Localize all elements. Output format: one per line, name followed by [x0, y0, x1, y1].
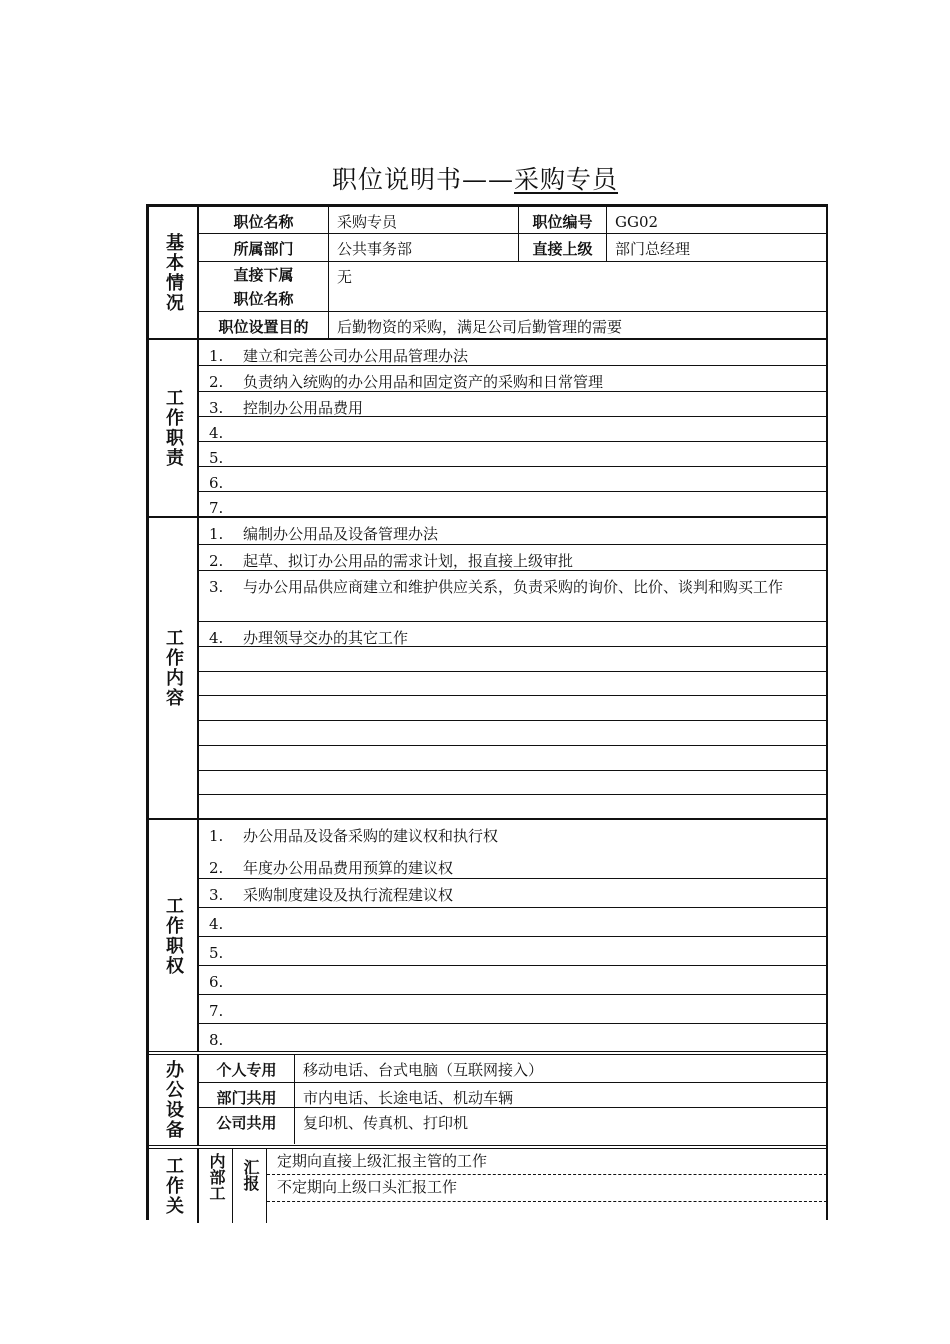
duty-item: 7. — [209, 499, 224, 517]
job-description-sheet — [146, 204, 828, 1220]
job-code-label: 职位编号 — [532, 213, 593, 231]
report-label: 汇报 — [241, 1159, 260, 1191]
authority-item: 3. 采购制度建设及执行流程建议权 — [199, 879, 827, 908]
job-name-value: 采购专员 — [337, 213, 398, 231]
section-basic — [149, 207, 827, 340]
dept-value: 公共事务部 — [337, 240, 413, 258]
dashed-divider — [267, 1201, 827, 1202]
job-name-label: 职位名称 — [233, 213, 294, 231]
content-blank-row — [199, 721, 827, 746]
content-blank-row — [199, 795, 827, 818]
content-blank-row — [199, 746, 827, 771]
subordinate-label-2: 职位名称 — [233, 290, 294, 308]
title-role: 采购专员 — [514, 165, 619, 194]
title-prefix: 职位说明书—— — [331, 165, 514, 194]
equipment-value: 移动电话、台式电脑（互联网接入） — [303, 1061, 544, 1079]
purpose-label: 职位设置目的 — [218, 318, 309, 336]
authority-item: 5. — [199, 937, 827, 966]
equipment-row — [199, 1108, 827, 1144]
section-equipment — [149, 1055, 827, 1149]
row-job-name — [199, 207, 827, 234]
duty-item: 5. — [199, 442, 827, 467]
equipment-value: 复印机、传真机、打印机 — [303, 1114, 469, 1132]
duty-item: 6. — [199, 467, 827, 492]
section-authority-label: 工作职权 — [149, 820, 199, 1051]
row-dept — [199, 234, 827, 262]
row-purpose — [199, 312, 827, 338]
authority-item: 7. — [199, 995, 827, 1024]
authority-item: 2. 年度办公用品费用预算的建议权 — [199, 850, 827, 879]
internal-label: 内部工 — [207, 1153, 226, 1201]
authority-item: 6. — [199, 966, 827, 995]
authority-item: 8. — [209, 1031, 224, 1049]
equipment-row — [199, 1083, 827, 1108]
content-item: 3. 与办公用品供应商建立和维护供应关系，负责采购的询价、比价、谈判和购买工作 — [199, 571, 827, 622]
subordinate-value: 无 — [337, 268, 353, 286]
report-item: 不定期向上级口头汇报工作 — [277, 1178, 458, 1196]
content-blank-row — [199, 696, 827, 721]
equipment-value: 市内电话、长途电话、机动车辆 — [303, 1089, 514, 1107]
content-item: 4. 办理领导交办的其它工作 — [199, 622, 827, 647]
duty-item: 4. — [199, 417, 827, 442]
content-blank-row — [199, 647, 827, 672]
superior-label: 直接上级 — [532, 240, 593, 258]
section-duties — [149, 340, 827, 518]
duty-item: 1. 建立和完善公司办公用品管理办法 — [199, 340, 827, 366]
equipment-label: 公司共用 — [216, 1114, 277, 1132]
job-code-value: GG02 — [615, 213, 659, 231]
authority-item: 1. 办公用品及设备采购的建议权和执行权 — [209, 827, 499, 845]
row-subordinate — [199, 262, 827, 312]
authority-item: 4. — [199, 908, 827, 937]
content-item: 2. 起草、拟订办公用品的需求计划，报直接上级审批 — [199, 545, 827, 571]
section-relations-label: 工作关 — [149, 1149, 199, 1223]
superior-value: 部门总经理 — [615, 240, 691, 258]
duty-item: 2. 负责纳入统购的办公用品和固定资产的采购和日常管理 — [199, 366, 827, 392]
section-content — [149, 518, 827, 820]
section-relations — [149, 1149, 827, 1223]
section-equipment-label: 办公设备 — [149, 1055, 199, 1145]
equipment-row — [199, 1055, 827, 1083]
page-title — [0, 160, 950, 196]
section-content-label: 工作内容 — [149, 518, 199, 818]
content-blank-row — [199, 672, 827, 696]
section-duties-label: 工作职责 — [149, 340, 199, 516]
subordinate-label-1: 直接下属 — [233, 266, 294, 284]
equipment-label: 部门共用 — [216, 1089, 277, 1107]
report-items — [267, 1149, 827, 1223]
equipment-label: 个人专用 — [216, 1061, 277, 1079]
dept-label: 所属部门 — [233, 240, 294, 258]
content-blank-row — [199, 771, 827, 795]
purpose-value: 后勤物资的采购，满足公司后勤管理的需要 — [337, 318, 623, 336]
report-item: 定期向直接上级汇报主管的工作 — [277, 1152, 488, 1170]
content-item: 1. 编制办公用品及设备管理办法 — [199, 518, 827, 545]
section-authority — [149, 820, 827, 1055]
section-basic-label: 基本情况 — [149, 207, 199, 338]
duty-item: 3. 控制办公用品费用 — [199, 392, 827, 417]
